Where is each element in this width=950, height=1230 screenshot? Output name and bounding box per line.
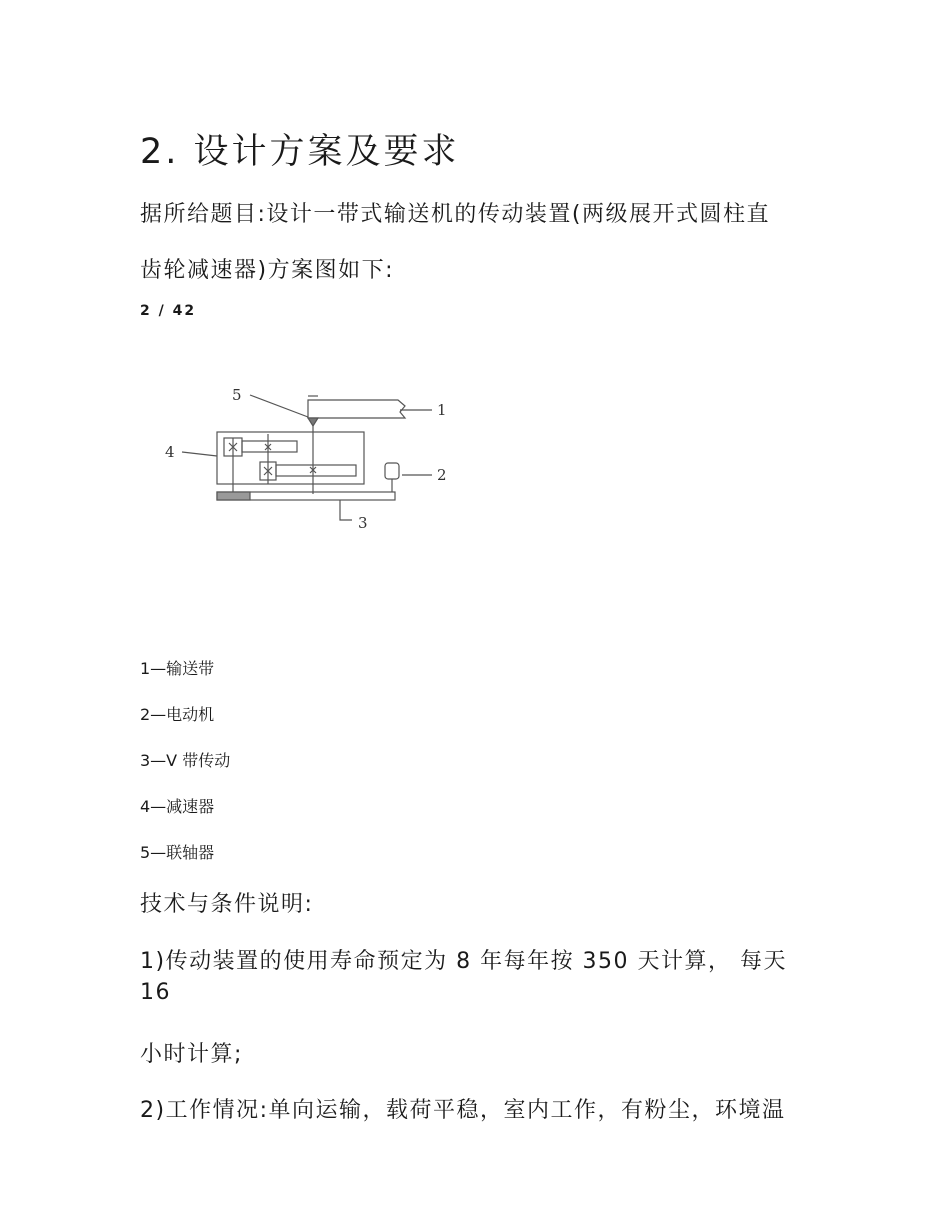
legend-item: 4—减速器 bbox=[140, 797, 215, 816]
legend-item: 2—电动机 bbox=[140, 705, 215, 724]
intro-line-1: 据所给题目:设计一带式输送机的传动装置(两级展开式圆柱直 bbox=[140, 202, 770, 227]
legend-item: 5—联轴器 bbox=[140, 843, 215, 862]
gear-4 bbox=[276, 465, 356, 476]
page-number: 2 / 42 bbox=[140, 303, 197, 319]
intro-line-2: 齿轮减速器)方案图如下: bbox=[140, 258, 394, 283]
tech-conditions-title: 技术与条件说明: bbox=[140, 892, 314, 917]
conveyor-belt bbox=[308, 400, 405, 418]
diagram-label-5: 5 bbox=[232, 386, 242, 404]
diagram-label-3: 3 bbox=[358, 514, 368, 532]
transmission-scheme-diagram bbox=[160, 370, 460, 540]
diagram-label-1: 1 bbox=[437, 401, 447, 419]
diagram-label-4: 4 bbox=[165, 443, 175, 461]
legend-item: 1—输送带 bbox=[140, 659, 215, 678]
gear-2 bbox=[242, 441, 297, 452]
coupling bbox=[308, 418, 318, 426]
item-1-line-3: 小时计算; bbox=[140, 1042, 243, 1067]
motor bbox=[385, 463, 399, 479]
section-heading: 2. 设计方案及要求 bbox=[140, 132, 460, 172]
item-1-line-1: 1)传动装置的使用寿命预定为 8 年每年按 350 天计算， 每天 bbox=[140, 949, 788, 974]
item-1-line-2: 16 bbox=[140, 980, 171, 1005]
item-2-line-1: 2)工作情况:单向运输，载荷平稳，室内工作，有粉尘，环境温 bbox=[140, 1098, 786, 1123]
legend-item: 3—V 带传动 bbox=[140, 751, 231, 770]
diagram-label-2: 2 bbox=[437, 466, 447, 484]
